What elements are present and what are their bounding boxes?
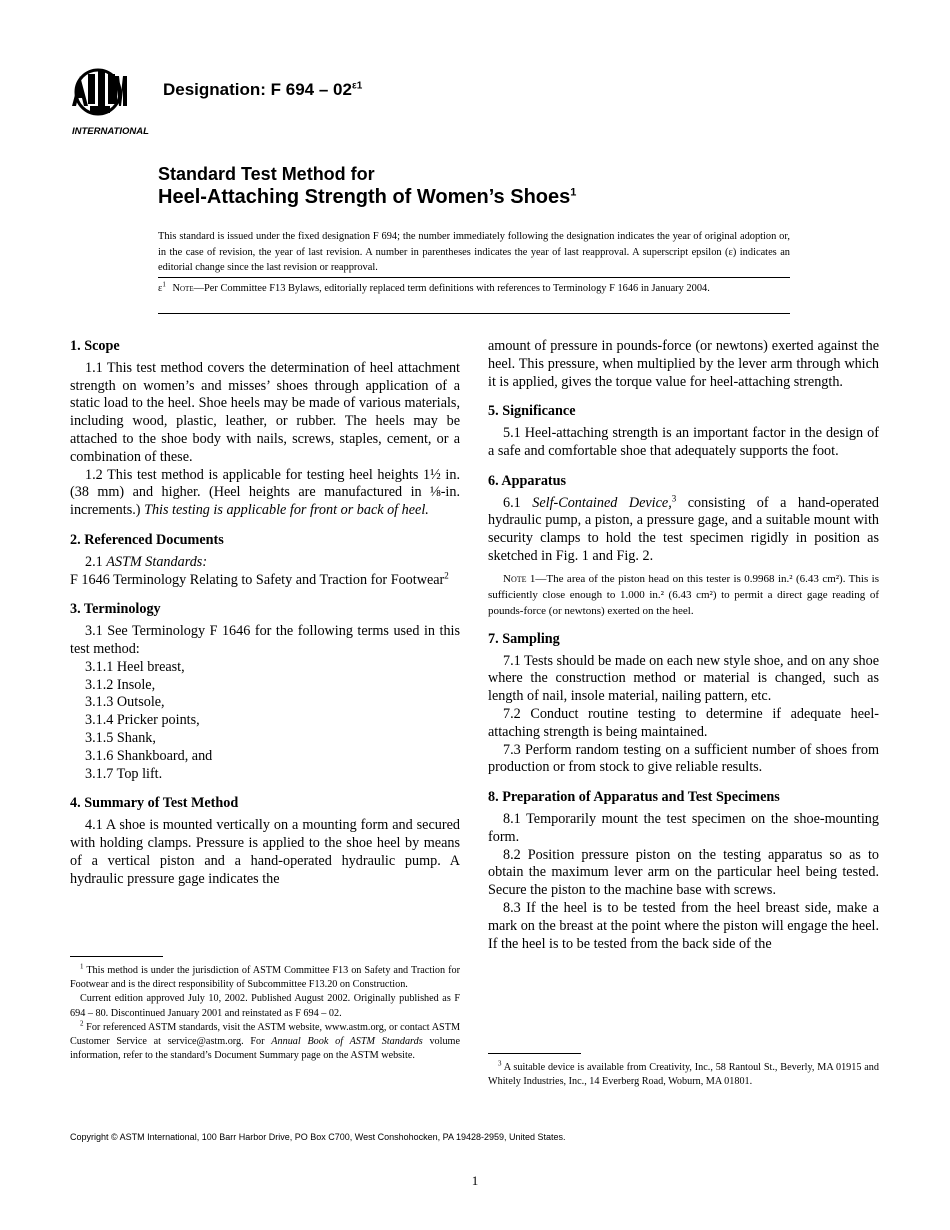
epsilon-note: $\varepsilon^1$ Note—Per Committee F13 Bylaws, editorially replaced term definitions with references to Terminology F 1646 in January 2004. [158,280,710,294]
footnote-1: $^1$ This method is under the jurisdiction of ASTM Committee F13 on Safety and Traction for Footwear and is the direct responsibility of Subcommittee F13.20 on Construction. [70,962,460,991]
left-column [70,338,460,888]
paragraph: 1.1 This test method covers the determination of heel attachment strength on women’s and misses’ shoes through application of a static load to the heel. Shoe heels may be made of various materials, including wood, plastic, leather, or rubber. The heels may be attached to the shoe body with nails, screws, staples, cement, or a combination of these. [70,359,460,465]
astm-logo-icon [68,66,152,138]
right-column [488,338,879,953]
footnotes-left [70,964,460,1063]
list-item: 3.1.5 Shank, [85,729,156,746]
page-number: 1 [471,1173,479,1188]
section-heading: 2. Referenced Documents [70,531,224,548]
paragraph: 8.1 Temporarily mount the test specimen on the shoe-mounting form. [488,810,879,845]
paragraph: 2.1 ASTM Standards: [85,553,208,570]
paragraph: 7.2 Conduct routine testing to determine if adequate heel-attaching strength is being maintained. [488,705,879,740]
list-item: 3.1.1 Heel breast, [85,658,185,675]
list-item: 3.1.6 Shankboard, and [85,747,213,764]
title-line-2: Heel-Attaching Strength of Women’s Shoes$^1$ [158,186,577,208]
section-heading: 8. Preparation of Apparatus and Test Specimens [488,789,780,806]
list-item: 3.1.7 Top lift. [85,765,163,782]
paragraph: 8.2 Position pressure piston on the testing apparatus so as to obtain the maximum lever arm on the particular heel being tested. Secure the piston to the machine base with screws. [488,846,879,899]
intro-paragraph: This standard is issued under the fixed designation F 694; the number immediately following the designation indicates the year of original adoption or, in the case of revision, the year of last revision. A number in parentheses indicates the year of last reapproval. A superscript epsilon (ε) indicates an editorial change since the last revision or reapproval. [158,231,790,273]
footnote-rule [488,1053,581,1054]
paragraph: 6.1 Self-Contained Device,$^3$ consisting of a hand-operated hydraulic pump, a piston, a pressure gage, and a suitable mount with security clamps to hold the test specimen rigidly in position as sketched in Fig. 1 and Fig. 2. [488,492,880,564]
section-heading: 7. Sampling [488,630,560,647]
paragraph: 7.1 Tests should be made on each new style shoe, and on any shoe where the construction method or material is changed, such as length of nail, insole material, nailing pattern, etc. [488,652,879,705]
paragraph: 7.3 Perform random testing on a sufficient number of shoes from production or from stock to give reliable results. [488,741,879,776]
paragraph: 1.2 This test method is applicable for testing heel heights 1½ in. (38 mm) and higher. (Heel heights are manufactured in ⅛-in. increments.) This testing is applicable for front or back of heel. [70,466,460,519]
title-line-1: Standard Test Method for [158,164,375,184]
section-heading: 5. Significance [488,403,576,420]
footnote-2: $^2$ For referenced ASTM standards, visit the ASTM website, www.astm.org, or contact ASTM Customer Service at service@astm.org. For Annual Book of ASTM Standards volume information, refer to the standard’s Document Summary page on the ASTM website. [70,1019,461,1062]
note-1: Note 1—The area of the piston head on this tester is 0.9968 in.² (6.43 cm²). This is sufficiently close enough to 1.000 in.² (6.43 cm²) to permit a direct gage reading of pounds-force (or newtons) exerted on the heel. [488,572,879,617]
paragraph: 5.1 Heel-attaching strength is an important factor in the design of a safe and comfortable shoe that adequately supports the foot. [488,425,879,459]
footnotes-right [488,1061,879,1089]
footnote-1b: Current edition approved July 10, 2002. Published August 2002. Originally published as F 694 – 80. Discontinued January 2001 and reinstated as F 694 – 02. [70,993,460,1019]
paragraph: amount of pressure in pounds-force (or newtons) exerted against the heel. This pressure, when multiplied by the lever arm through which it is applied, gives the torque value for heel-attaching strength. [488,338,879,390]
footnote-3: $^3$ A suitable device is available from Creativity, Inc., 58 Rantoul St., Beverly, MA 01915 and Whitely Industries, Inc., 14 Everberg Road, Woburn, MA 01801. [488,1059,879,1088]
designation: Designation: F $694 - 02^{\varepsilon 1}$ [163,80,363,99]
section-heading: 6. Apparatus [488,472,567,489]
copyright: Copyright © ASTM International, 100 Barr Harbor Drive, PO Box C700, West Conshohocken, PA 19428-2959, United States. [70,1132,566,1142]
footnote-rule [70,956,163,957]
document-title [158,163,576,209]
section-heading: 4. Summary of Test Method [70,795,239,812]
paragraph: 3.1 See Terminology F 1646 for the following terms used in this test method: [70,623,460,657]
divider [158,313,790,314]
list-item: 3.1.4 Pricker points, [85,712,200,729]
list-item: 3.1.3 Outsole, [85,694,165,711]
divider [158,277,790,278]
list-item: F 1646 Terminology Relating to Safety and Traction for Footwear$^2$ [70,569,449,588]
section-heading: 1. Scope [70,338,120,354]
section-heading: 3. Terminology [70,601,161,618]
logo-text: INTERNATIONAL [72,126,149,137]
paragraph: 8.3 If the heel is to be tested from the heel breast side, make a mark on the breast at the point where the piston will engage the heel. If the heel is to be tested from the back side of the [488,899,879,952]
list-item: 3.1.2 Insole, [85,676,156,693]
paragraph: 4.1 A shoe is mounted vertically on a mounting form and secured with holding clamps. Pressure is applied to the shoe heel by means of a vertical piston and a hand-operated hydraulic pump. A hydraulic pressure gage indicates the [70,817,460,887]
